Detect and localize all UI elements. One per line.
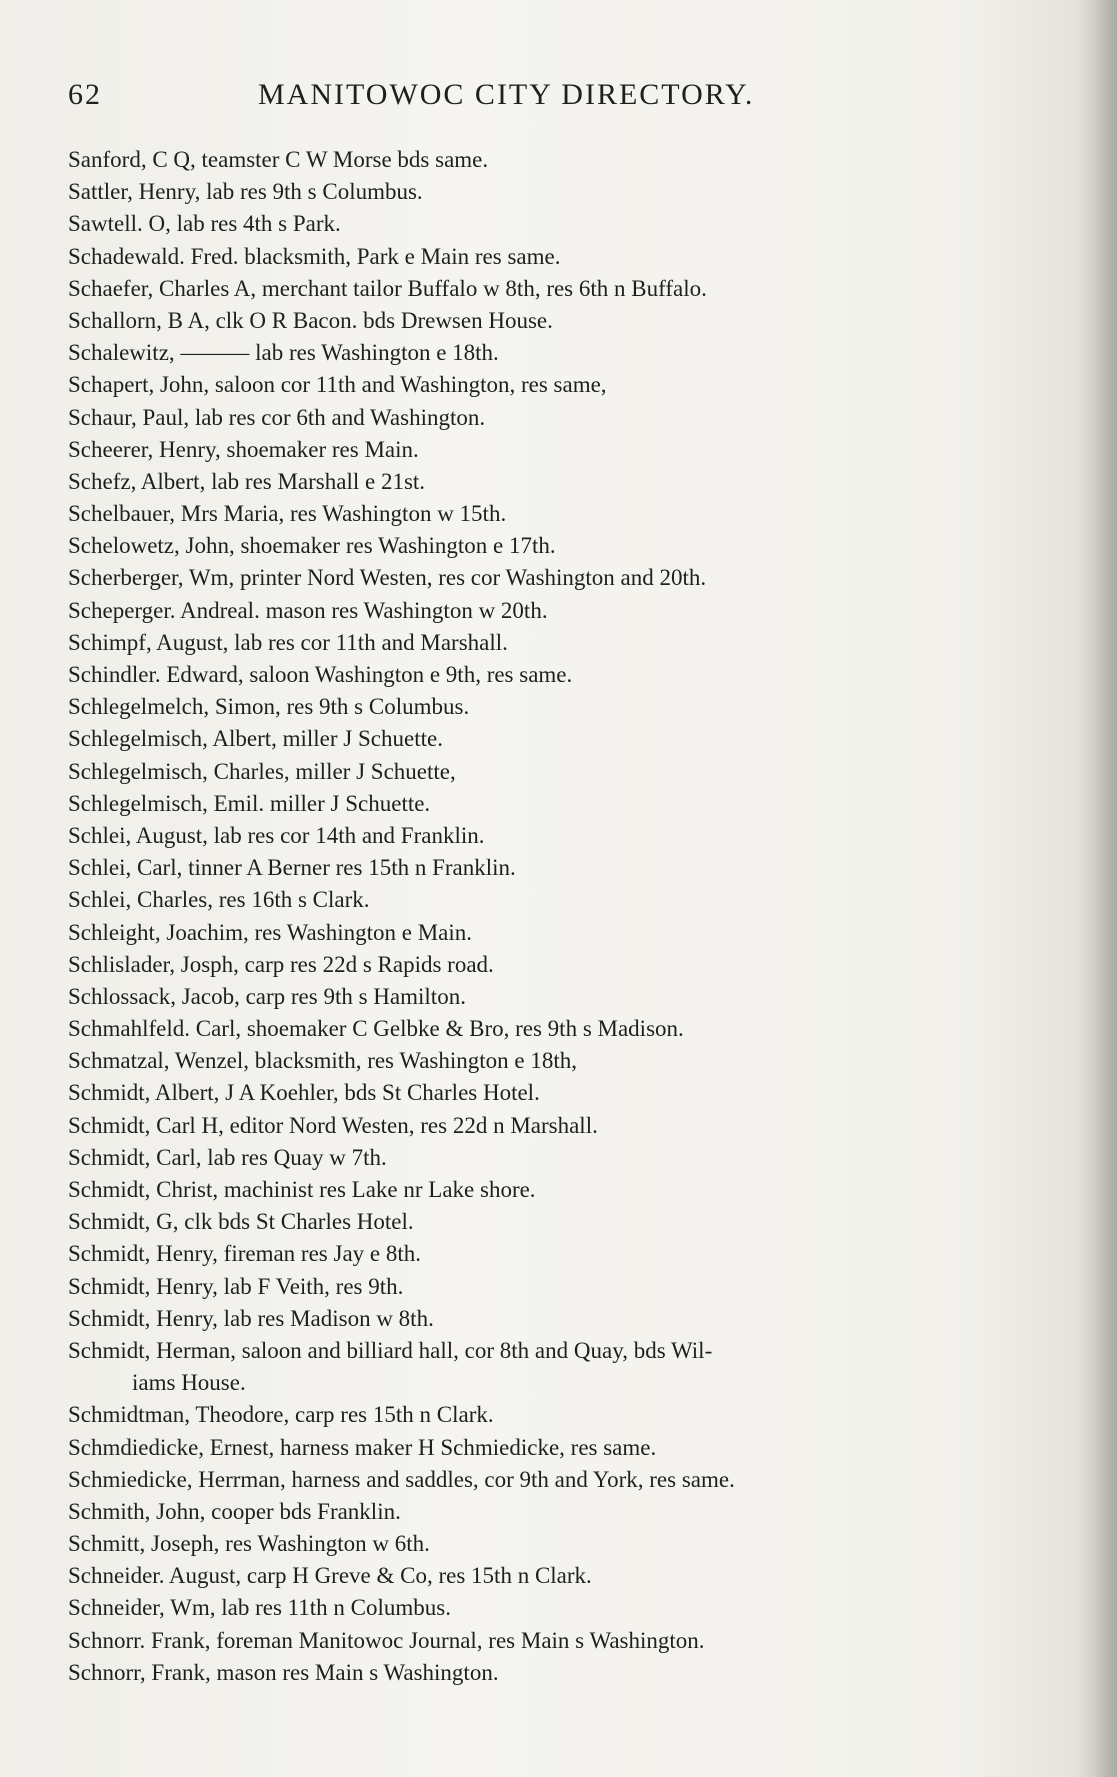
directory-entry: Schlegelmisch, Emil. miller J Schuette. [68,790,431,816]
directory-entry: Schmatzal, Wenzel, blacksmith, res Washington e 18th, [68,1048,577,1074]
directory-entry: Sawtell. O, lab res 4th s Park. [68,211,341,237]
directory-entry: Schleight, Joachim, res Washington e Main. [68,919,472,945]
directory-entry: Schlegelmelch, Simon, res 9th s Columbus. [68,694,470,720]
directory-entry: Scheperger. Andreal. mason res Washington w 20th. [68,597,548,623]
directory-entry: Schmidt, Henry, lab res Madison w 8th. [68,1305,434,1331]
directory-entry: Schlei, August, lab res cor 14th and Franklin. [68,822,485,848]
directory-entry: Sattler, Henry, lab res 9th s Columbus. [68,179,423,205]
directory-entry: Schmidt, Henry, fireman res Jay e 8th. [68,1241,421,1267]
directory-entry: Schmidt, Carl, lab res Quay w 7th. [68,1144,387,1170]
directory-entry: Schindler. Edward, saloon Washington e 9th, res same. [68,662,573,687]
directory-entry: Schmahlfeld. Carl, shoemaker C Gelbke & Bro, res 9th s Madison. [68,1016,684,1042]
directory-entry: Schmiedicke, Herrman, harness and saddles, cor 9th and York, res same. [68,1466,735,1492]
directory-entry: Schlegelmisch, Charles, miller J Schuette, [68,758,456,784]
directory-entry: Schelbauer, Mrs Maria, res Washington w 15th. [68,501,507,527]
directory-entry: Schlislader, Josph, carp res 22d s Rapids road. [68,951,494,977]
directory-entry: Scherberger, Wm, printer Nord Westen, res cor Washington and 20th. [68,565,707,591]
directory-entry: Schlei, Charles, res 16th s Clark. [68,887,370,913]
page-edge-shadow [1079,0,1117,1777]
directory-entry: Schlei, Carl, tinner A Berner res 15th n Franklin. [68,855,516,881]
directory-entry: Sanford, C Q, teamster C W Morse bds same. [68,147,489,172]
directory-entry: Schefz, Albert, lab res Marshall e 21st. [68,468,426,494]
directory-entry: Schaur, Paul, lab res cor 6th and Washington. [68,404,486,430]
directory-entry: Schlegelmisch, Albert, miller J Schuette. [68,726,443,752]
directory-entry: Schmitt, Joseph, res Washington w 6th. [68,1531,430,1557]
directory-entry: Schmidt, Carl H, editor Nord Westen, res 22d n Marshall. [68,1112,598,1138]
directory-entry: Schnorr. Frank, foreman Manitowoc Journal, res Main s Washington. [68,1627,705,1653]
directory-entries [68,144,1028,1689]
directory-entry: Schlossack, Jacob, carp res 9th s Hamilton. [68,983,466,1009]
directory-entry: Schmith, John, cooper bds Franklin. [68,1498,401,1524]
directory-entry: Scheerer, Henry, shoemaker res Main. [68,436,419,462]
directory-entry: Schadewald. Fred. blacksmith, Park e Main res same. [68,243,561,269]
directory-entry: Schneider, Wm, lab res 11th n Columbus. [68,1595,452,1621]
directory-entry: Schmidt, G, clk bds St Charles Hotel. [68,1209,414,1235]
directory-entry: Schalewitz, ——— lab res Washington e 18th. [68,340,499,366]
entry-continuation-text: iams House. [132,1370,246,1396]
directory-entry: Schallorn, B A, clk O R Bacon. bds Drewsen House. [68,307,553,333]
directory-entry: Schmidt, Herman, saloon and billiard hall, cor 8th and Quay, bds Wil- [68,1337,713,1363]
page-number: 62 [68,78,102,111]
directory-entry: Schimpf, August, lab res cor 11th and Marshall. [68,629,508,655]
directory-entry: Schmidt, Henry, lab F Veith, res 9th. [68,1273,404,1299]
directory-entry: Schelowetz, John, shoemaker res Washington e 17th. [68,533,556,559]
page-title: MANITOWOC CITY DIRECTORY. [258,78,755,111]
directory-entry: Schmidt, Albert, J A Koehler, bds St Charles Hotel. [68,1080,540,1106]
directory-entry: Schapert, John, saloon cor 11th and Washington, res same, [68,372,607,398]
directory-entry: Schaefer, Charles A, merchant tailor Buffalo w 8th, res 6th n Buffalo. [68,275,707,301]
directory-entry-continuation [68,1367,1028,1399]
directory-entry: Schmdiedicke, Ernest, harness maker H Schmiedicke, res same. [68,1434,657,1460]
directory-entry: Schnorr, Frank, mason res Main s Washington. [68,1659,499,1685]
directory-entry: Schmidtman, Theodore, carp res 15th n Clark. [68,1402,494,1428]
page-header [68,78,848,118]
directory-entry: Schmidt, Christ, machinist res Lake nr Lake shore. [68,1177,536,1202]
directory-entry: Schneider. August, carp H Greve & Co, res 15th n Clark. [68,1563,592,1589]
